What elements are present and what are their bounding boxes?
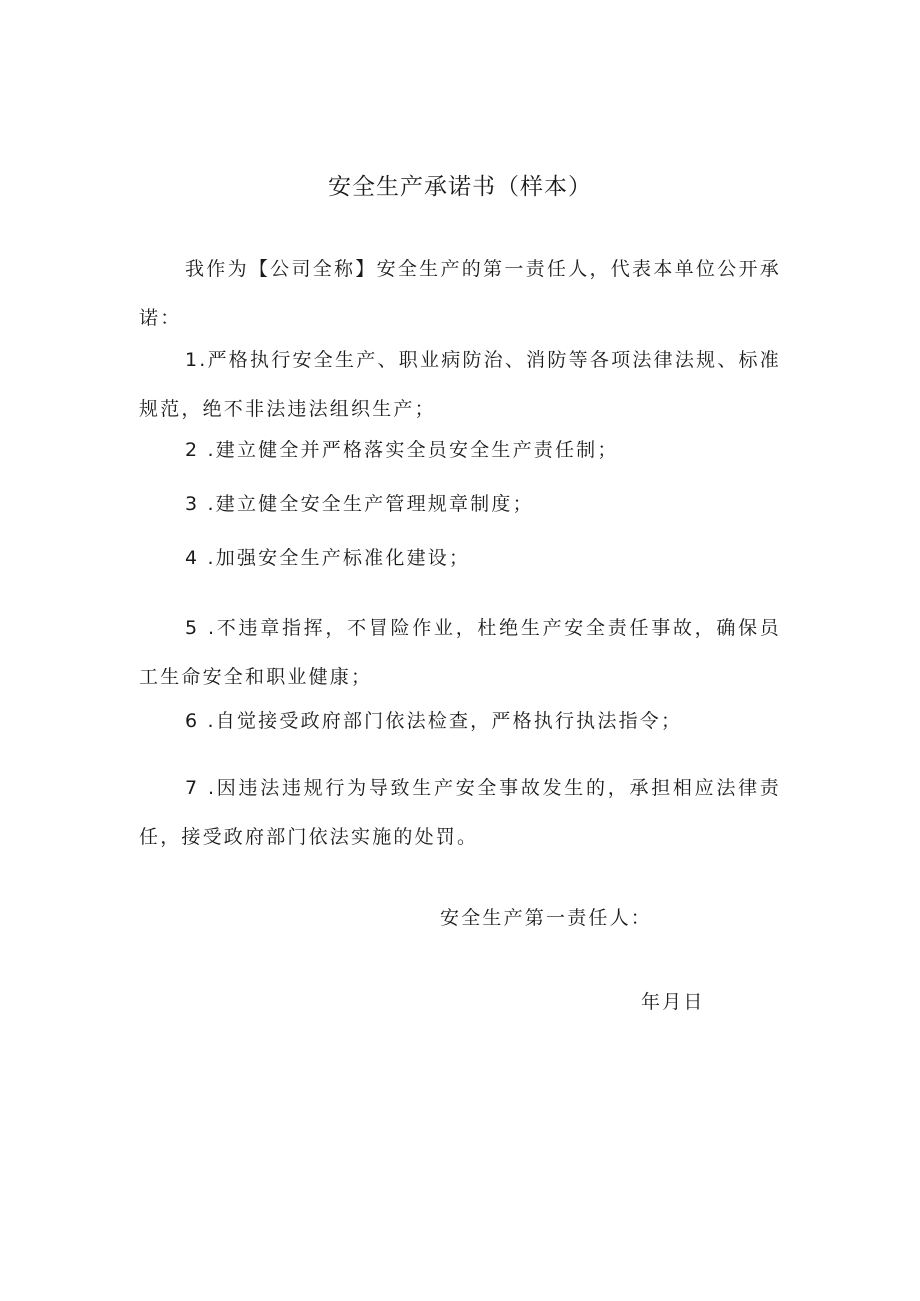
commitment-item-7: 7 .因违法违规行为导致生产安全事故发生的，承担相应法律责任，接受政府部门依法实施的处罚。 — [139, 777, 781, 848]
intro-paragraph: 我作为【公司全称】安全生产的第一责任人，代表本单位公开承诺： — [139, 258, 781, 329]
commitment-item-3: 3 .建立健全安全生产管理规章制度； — [185, 493, 534, 515]
commitment-item-5: 5 .不违章指挥，不冒险作业，杜绝生产安全责任事故，确保员工生命安全和职业健康； — [139, 617, 781, 688]
commitment-item-4: 4 .加强安全生产标准化建设； — [185, 547, 471, 569]
commitment-item-2: 2 .建立健全并严格落实全员安全生产责任制； — [185, 439, 619, 461]
document-title: 安全生产承诺书（样本） — [328, 174, 592, 200]
signer-label: 安全生产第一责任人： — [440, 907, 653, 929]
date-label: 年月日 — [641, 991, 705, 1013]
commitment-item-1: 1.严格执行安全生产、职业病防治、消防等各项法律法规、标准规范，绝不非法违法组织生产； — [139, 349, 781, 420]
commitment-item-6: 6 .自觉接受政府部门依法检查，严格执行执法指令； — [185, 710, 683, 732]
